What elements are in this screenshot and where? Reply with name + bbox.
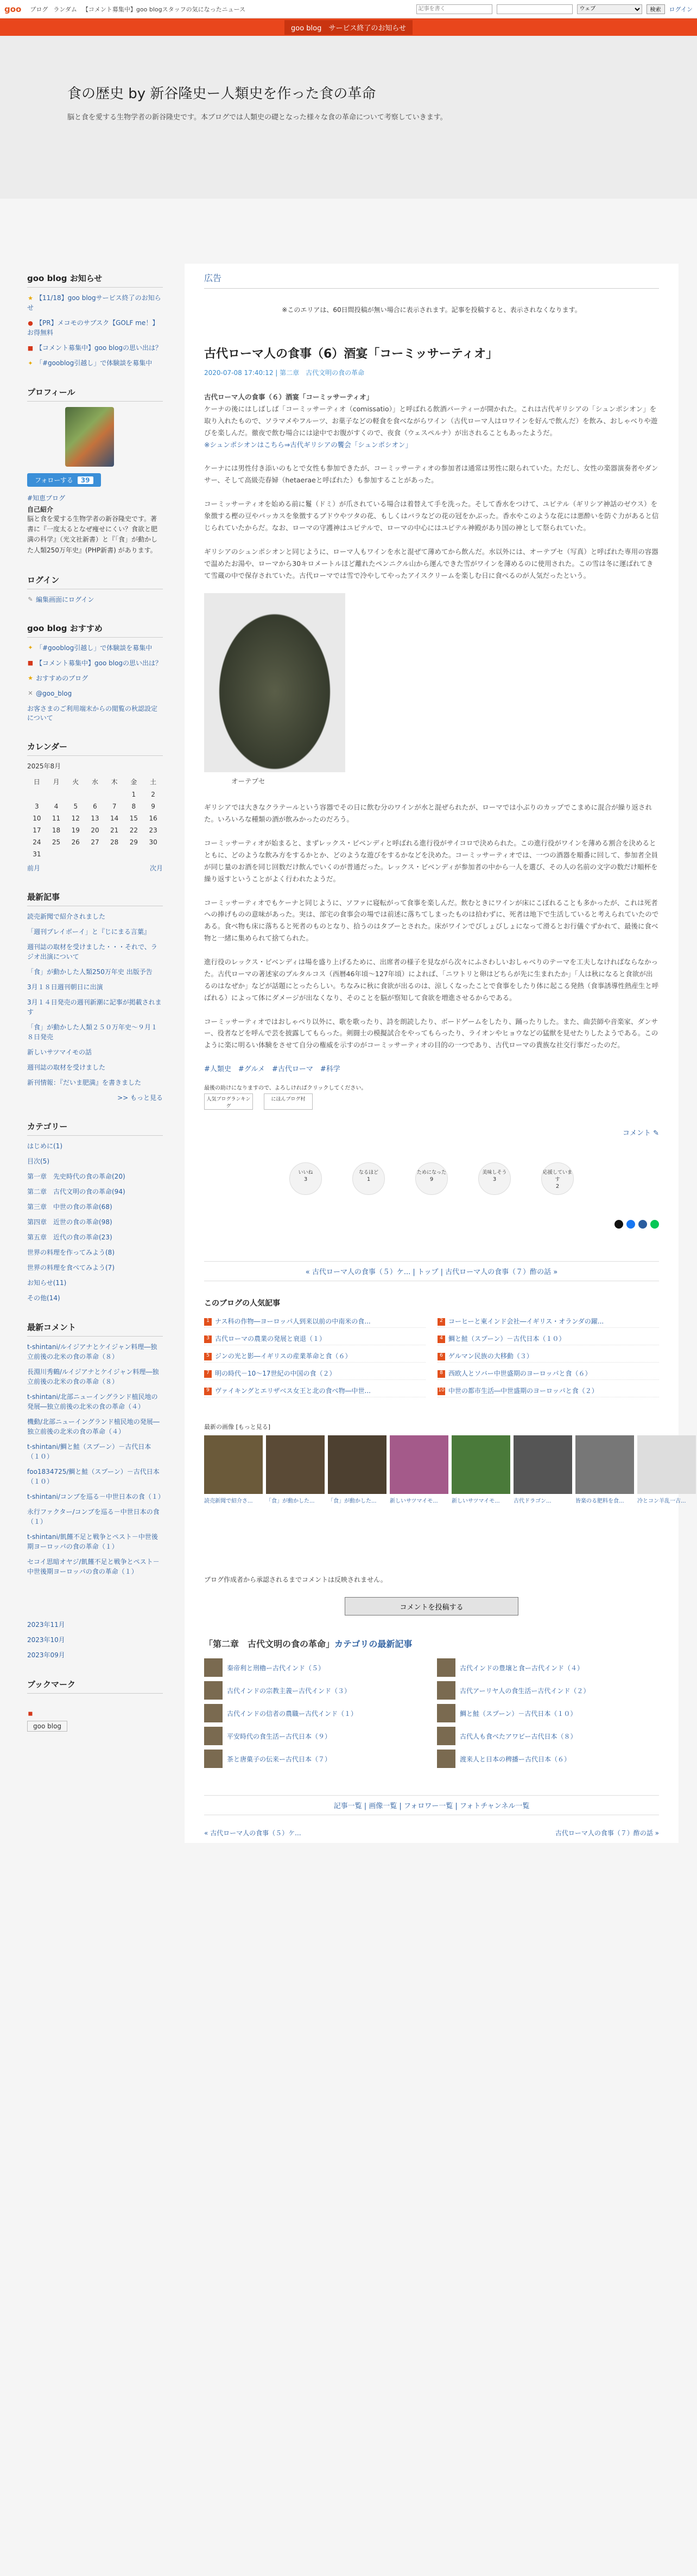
recent-box [27,891,163,1102]
archive-item[interactable]: 2023年10月 [27,1636,65,1644]
write-article-input[interactable] [416,4,492,14]
entry-pager[interactable]: « 古代ローマ人の食事（５）ケ... | トップ | 古代ローマ人の食事（７）酢の話 » [204,1261,659,1281]
service-end-banner [0,18,697,36]
recent-item[interactable]: 「食」が動かした人類250万年史 出版予告 [27,968,153,976]
profile-title: プロフィール [27,386,163,402]
follow-count: 39 [78,476,93,484]
paragraph: 進行役のレックス・ビベンディは場を盛り上げるために、出席者の様子を見ながら次々にふさわしいおしゃべりのテーマを工夫しなければならなかった。古代ローマの著述家のプルタルコス（西暦46年頃～127年頃）によれば、「ニワトリと卵はどちらが先に生まれたか」「人は秋になると食欲が出るのはなぜか」などが話題にとったらしい。ちなみに秋に食欲が出るのは、涼しくなったことで食事をしたり体に起こる発熱（食事誘導性熱産生と呼ばれる）によって体にダメージが出なくなり、そのことを脳が察知して食欲を増進させるからである。 [204,958,659,1002]
recent-item[interactable]: 新しいサツマイモの話 [27,1048,92,1056]
recent-more[interactable]: >> もっと見る [117,1093,163,1102]
category-item[interactable]: お知らせ(11) [27,1279,67,1287]
comment-item[interactable]: セコイ思暗オヤジ/飢饉不足と戦争とペスト－中世後期ヨーロッパの食の革命（１） [27,1557,160,1575]
popular-item[interactable]: 3 古代ローマの農業の発展と衰退（１） [204,1332,426,1345]
category-item[interactable]: 世界の料理を食べてみよう(7) [27,1263,115,1271]
comment-box [27,1321,163,1576]
category-box [27,1121,163,1303]
ad-title: 広告 [204,269,659,289]
popular-item[interactable]: 4 鯛と鮭（スプーン）－古代日本（１０） [438,1332,659,1345]
next-entry-link[interactable]: 古代ローマ人の食事（７）酢の話 » [555,1829,659,1837]
nav-news[interactable]: 【コメント募集中】goo blogスタッフの気になったニュース [82,5,246,13]
popular-item[interactable]: 7 明の時代－10～17世紀の中国の食（２） [204,1367,426,1380]
nav-random[interactable]: ランダム [53,5,77,13]
recent-item[interactable]: 週刊誌の取材を受けました・・・それで、ラジオ出演について [27,943,157,961]
category-item[interactable]: 第四章 近世の食の革命(98) [27,1218,112,1226]
reaction-cheer[interactable]: 応援しています 2 [541,1162,574,1195]
comment-item[interactable]: t-shintani/飢饉不足と戦争とペスト－中世後期ヨーロッパの食の革命（１） [27,1532,158,1550]
category-latest-item[interactable]: 古代インドの豊壌と食ー古代インド（４） [437,1658,659,1677]
comment-icon: ■ [27,659,34,667]
popular-item[interactable]: 1 ナス科の作物―ヨーロッパ人到来以前の中南米の食... [204,1315,426,1328]
notice-box [27,272,163,368]
reaction-naruhodo[interactable]: なるほど 1 [352,1162,385,1195]
calendar-prev[interactable]: 前月 [27,864,41,872]
thumb-item[interactable]: 古代ドラゴン... [514,1435,572,1504]
category-latest-item[interactable]: 秦帝利と刑櫓ー古代インド（５） [204,1658,426,1677]
facebook-share-icon[interactable] [626,1220,635,1229]
comment-item[interactable]: t-shintani/北部ニューイングランド植民地の発展―独立前後の北米の食の革命（４） [27,1392,158,1410]
goo-logo[interactable]: goo [4,4,22,14]
recommend-item[interactable]: ★ おすすめのブログ [28,674,88,682]
bookmark-box [27,1678,163,1732]
category-item[interactable]: 目次(5) [27,1157,49,1165]
paragraph: ギリシアのシュンポシオンと同じように、ローマ人もワインを水と混ぜて薄めてから飲んだ。水以外には、オーテプセ（写真）と呼ばれた専用の容器で温めたお湯や、ローマから30キロメートルほど離れたペンニクル山から運んできた雪がワインを薄めるのに使用された。この雪は冬に運ばれてきて雪蔵の中で保存されていた。古代ローマでは雪で冷やしてやったアイスクリームを楽しむ日に食べるのが人気だったという。 [204,547,658,580]
category-item[interactable]: 世界の料理を作ってみよう(8) [27,1248,115,1256]
calendar-title: カレンダー [27,741,163,756]
comment-item[interactable]: 機動/北部ニューイングランド植民地の発展―独立前後の北米の食の革命（４） [27,1417,160,1435]
thumb-item[interactable]: 新しいサツマイモ... [452,1435,510,1504]
category-latest-item[interactable]: 渡来人と日本の稗播ー古代日本（６） [437,1750,659,1768]
reaction-useful[interactable]: ためになった 9 [415,1162,448,1195]
archive-item[interactable]: 2023年11月 [27,1620,65,1629]
comment-link[interactable]: コメント ✎ [622,1129,659,1138]
blogmura-banner[interactable]: にほんブログ村 [264,1093,313,1110]
comment-item[interactable]: 永行ファクター/コンブを巡る－中世日本の食（１） [27,1508,160,1525]
recommend-item[interactable]: ✦ 「#gooblog引越し」で体験談を募集中 [28,644,153,652]
avatar[interactable] [65,407,114,467]
blog-header [0,36,697,199]
search-input[interactable] [497,4,573,14]
entry-subtitle: 古代ローマ人の食事（６）酒宴「コーミッサーティオ」 [204,393,373,401]
paragraph: コーミッサーティオでもケーナと同じように、ソファに寝転がって食事を楽しんだ。飲むときにワインが床にこぼれることも多かったが、これは死者への捧げものの意味があった。実は、部宅の食事会の場では前述に落ちてしまったものは拾わずに、死者は地下で生活していると考えられていたのである。食べ物も床に落ちると死者のものとなり、拾うのはタブーとされた。床がワインでびしょびしょになって滑るとお行儀ぐずかれて、最後に食べ物と一緒に集められて捨てられた。 [204,898,659,943]
star-icon: ★ [28,675,33,682]
reaction-bar [204,1162,659,1195]
latest-images [204,1435,686,1505]
reaction-tasty[interactable]: 美味しそう 3 [478,1162,511,1195]
login-title: ログイン [27,574,163,589]
prev-entry-link[interactable]: « 古代ローマ人の食事（５）ケ... [204,1829,301,1837]
blog-title[interactable]: 食の歴史 by 新谷隆史ー人類史を作った食の革命 [67,86,376,102]
category-latest-list [204,1658,659,1768]
thumb-item[interactable]: 新しいサツマイモ... [390,1435,448,1504]
popular-list [204,1315,659,1397]
calendar-next[interactable]: 次月 [149,864,163,872]
popular-item[interactable]: 2 コーヒーと東インド会社―イギリス・オランダの躍... [438,1315,659,1328]
paragraph: ギリシアでは大きなクラテールという容器でその日に飲む分のワインが水と混ぜられたが、ローマでは小ぶりのカップでこまめに混合が繰り返された。いろいろな種類の酒が飲みかったのだろう。 [204,803,652,824]
paragraph: コーミッサーティオではおしゃべり以外に、歌を歌ったり、詩を朗読したり、ボードゲームをしたり、踊ったりした。また、曲芸師や音楽家、ダンサー、役者などを呼んで芸を披露してもらった。剣闘士の模擬試合をやってもらったり、ライオンやヒョウなどの猛獣を見せたりしたようである。このように楽に明るい体験をさせて自分の権威を示すのがコーミッサーティオの目的の一つであり、古代ローマの貴族な社交行事だったのだ。 [204,1017,658,1050]
post-comment-button[interactable]: コメントを投稿する [345,1597,518,1615]
goo-blog-badge[interactable]: goo blog [27,1721,67,1732]
authepsa-image[interactable] [204,593,345,772]
category-latest-item[interactable]: 古代インドの信者の農職ー古代インド（１） [204,1704,426,1722]
popular-item[interactable]: 6 ゲルマン民族の大移動（３） [438,1350,659,1363]
category-item[interactable]: 第三章 中世の食の革命(68) [27,1203,112,1211]
category-latest-item[interactable]: 鯛と鮭（スプーン）－古代日本（１０） [437,1704,659,1722]
bulb-icon: ✦ [28,359,33,367]
share-bar [204,1220,659,1229]
thumbs-title[interactable]: 最新の画像 [もっと見る] [204,1423,271,1431]
ad-note: ※このエリアは、60日間投稿が無い場合に表示されます。記事を投稿すると、表示されなくなります。 [282,306,581,314]
recommend-title: goo blog おすすめ [27,622,163,638]
popular-item[interactable]: 8 西欧人とソバー中世盛期のヨーロッパと食（６） [438,1367,659,1380]
star-icon: ★ [28,294,33,302]
category-latest-title: 「第二章 古代文明の食の革命」カテゴリの最新記事 [204,1639,413,1650]
paragraph: コーミッサーティオを始める前に鬘（ドミ）が爪されている場合は着替えて手を洗った。そして香水をつけて、ユピテル（ギリシア神話のゼウス）を象徴する樫の豆やバッカスを象徴するブドウやツタの花、もしくはバラなどの花の冠をかぶった。香水やこのような花には悪酔いを防ぐ力があると信じられていたからだ。なお、ローマの守護神はユピテルで、ローマの中心にはユピテル神殿があり国の神として祭られていた。 [204,500,659,532]
archive-item[interactable]: 2023年09月 [27,1651,65,1659]
pr-icon: ● [28,319,33,327]
pencil-icon: ✎ [28,596,33,603]
calendar-caption: 2025年8月 [27,762,61,770]
popular-title: このブログの人気記事 [204,1299,280,1308]
bottom-pager [204,1828,659,1837]
category-item[interactable]: 第一章 先史時代の食の革命(20) [27,1172,125,1180]
comment-title: 最新コメント [27,1321,163,1337]
search-button[interactable]: 検索 [647,4,665,14]
entry-body: 古代ローマ人の食事（６）酒宴「コーミッサーティオ」 ケーナの後にはしばしば「コーミッサーティオ（comissatio）」と呼ばれる飲酒パーティーが開かれた。これは古代ギリシアの「シュンポシオン」を取り入れたもので、ソラマメやフルーツ、お菓子などの軽食を食べながらワイン（古代ローマ人はロワインを好んで飲んだ）を飲み、おしゃべりや遊びを楽しんだ。徹夜で飲む場合には途中でお腹がすくので、夜食（ウェスペルナ）が出されることもあったようだ。 ※シュンポシオンはこちら⇒古代ギリシアの饗会「シュンポシオン」 ケーナには男性付き添いのもとで女性も参加できたが、コーミッサーティオの参加者は通常は男性に限られていた。ただし、女性の楽器演奏者やダンサー、そして高級売春婦（hetaeraeと呼ばれた）も参加することがあった。 コーミッサーティオを始める前に鬘（ドミ）が爪されている場合は着替えて手を洗った。そして香水をつけて、ユピテル（ギリシア神話のゼウス）を象徴する樫の豆やバッカスを象徴するブドウやツタの花、もしくはバラなどの花の冠をかぶった。香水やこのような花には悪酔いを防ぐ力があると信じられていたからだ。なお、ローマの守護神はユピテルで、ローマの中心にはユピテル神殿があり国の神として祭られていた。 ギリシアのシュンポシオンと同じように、ローマ人もワインを水と混ぜて薄めてから飲んだ。水以外には、オーテプセ（写真）と呼ばれた専用の容器で温めたお湯や、ローマから30キロメートルほど離れたペンニクル山から運んできた雪がワインを薄めるのに使用された。この雪は冬に運ばれてきて雪蔵の中で保存されていた。古代ローマでは雪で冷やしてやったアイスクリームを楽しむ日に食べるのが人気だったという。 オーテプセ ギリシアでは大きなクラテールという容器でその日に飲む分のワインが水と混ぜられたが、ローマでは小ぶりのカップでこまめに混合が繰り返された。いろいろな種類の酒が飲みかったのだろう。 コーミッサーティオが始まると、まずレックス・ビベンディと呼ばれる進行役がサイコロで決められた。この進行役がワインを薄める割合を決めるとともに、どのような飲み方をするかとか、どのような遊びをするかなどを決めた。コーミッサーティオでは、一つの酒器を順番に回して、参加者全員が同じ量のお酒を同じ回数だけ飲んでいくのが普通だった。レックス・ビベンディが参加者の中から一人を選び、その人の名前の文字の数だけ順杯を繰り返すということがよく行われたようだ。 コーミッサーティオでもケーナと同じように、ソファに寝転がって食事を楽しんだ。飲むときにワインが床にこぼれることも多かったが、これは死者への捧げものの意味があった。実は、部宅の食事会の場では前述に落ちてしまったものは拾わずに、死者は地下で生活していると考えられていたのである。食べ物も床に落ちると死者のものとなり、拾うのはタブーとされた。床がワインでびしょびしょになって滑るとお行儀ぐずかれて、最後に食べ物と一緒に集められて捨てられた。 進行役のレックス・ビベンディは場を盛り上げるために、出席者の様子を見ながら次々にふさわしいおしゃべりのテーマを工夫しなければならなかった。古代ローマの著述家のプルタルコス（西暦46年頃～127年頃）によれば、「ニワトリと卵はどちらが先に生まれたか」「人は秋になると食欲が出るのはなぜか」などが話題にとったらしい。ちなみに秋に食欲が出るのは、涼しくなったことで食事をしたり体に起こる発熱（食事誘導性熱産生と呼ばれる）によって体にダメージが出なくなり、そのことを脳が察知して食欲を増進させるからである。 コーミッサーティオではおしゃべり以外に、歌を歌ったり、詩を朗読したり、ボードゲームをしたり、踊ったりした。また、曲芸師や音楽家、ダンサー、役者などを呼んで芸を披露してもらった。剣闘士の模擬試合をやってもらったり、ライオンやヒョウなどの猛獣を見せたりしたようである。このように楽に明るい体験をさせて自分の権威を示すのがコーミッサーティオの目的の一つであり、古代ローマの貴族な社交行事だったのだ。 [204,391,659,1051]
recent-item[interactable]: 3月１４日発売の週刊新潮に記事が掲載されます [27,998,162,1016]
search-scope-select[interactable] [577,4,642,14]
banner-note: 最後の助けになりますので、よろしければクリックしてください。 [204,1085,367,1092]
ranking-banner[interactable]: 人気ブログランキング [204,1093,253,1110]
category-latest-item[interactable]: 古代アーリヤ人の食生活ー古代インド（２） [437,1681,659,1700]
comment-item[interactable]: 長淵川秀鶴/ルイジアナとケイジャン料理―独立前後の北米の食の革命（８） [27,1367,159,1385]
line-share-icon[interactable] [650,1220,659,1229]
recent-item[interactable]: 「食」が動かした人類２５０万年史～９月１８日発売 [27,1023,158,1041]
popular-item[interactable]: 5 ジンの光と影―イギリスの産業革命と食（６） [204,1350,426,1363]
recent-item[interactable]: 「週刊プレイボーイ」と『じにまる言葉』 [27,927,150,936]
calendar-box [27,741,163,873]
popular-item[interactable]: 9 ヴァイキングとエリザベス女王と北の食べ物―中世... [204,1384,426,1397]
profile-box [27,386,163,556]
x-share-icon[interactable] [614,1220,623,1229]
recent-item[interactable]: 読売新聞で紹介されました [27,912,106,920]
service-end-link[interactable]: goo blog サービス終了のお知らせ [284,20,413,35]
pencil-icon: ✎ [653,1129,659,1138]
thumb-item[interactable]: 冷とコン羊乱一古... [637,1435,696,1504]
category-latest-item[interactable]: 古代人も食べたアワビー古代日本（８） [437,1727,659,1745]
thumb-item[interactable]: 読売新聞で紹介さ... [204,1435,263,1504]
edit-login-link[interactable]: 編集画面にログイン [36,595,94,603]
nav-blog[interactable]: ブログ [30,5,48,13]
bookmark-title: ブックマーク [27,1678,163,1694]
sidebar [27,264,163,1843]
recent-title: 最新記事 [27,891,163,906]
profile-name: 自己紹介 [27,506,54,513]
recommend-item[interactable]: ■ 【コメント募集中】goo blogの思い出は？ [27,659,162,667]
category-title: カテゴリー [27,1121,163,1136]
comment-item[interactable]: t-shintani/鯛と鮭（スプーン）－古代日本（１０） [27,1442,151,1460]
top-bar [0,0,697,18]
bulb-icon: ✦ [28,644,33,652]
login-link[interactable]: ログイン [669,5,693,13]
notice-item[interactable]: ✦ 「#gooblog引越し」で体験談を募集中 [28,359,153,367]
comment-icon: ■ [27,344,34,352]
comment-item[interactable]: t-shintani/ルイジアナとケイジャン料理―独立前後の北米の食の革命（８） [27,1343,157,1360]
symposium-link[interactable]: ※シュンポシオンはこちら⇒古代ギリシアの饗会「シュンポシオン」 [204,440,412,449]
category-latest-item[interactable]: 平安時代の食生活ー古代日本（９） [204,1727,426,1745]
rss-icon[interactable]: ◼ [28,1710,33,1718]
category-item[interactable]: 第二章 古代文明の食の革命(94) [27,1187,125,1195]
recent-item[interactable]: 週刊誌の取材を受けました [27,1063,106,1071]
category-item[interactable]: その他(14) [27,1294,60,1302]
paragraph: コーミッサーティオが始まると、まずレックス・ビベンディと呼ばれる進行役がサイコロで決められた。この進行役がワインを薄める割合を決めるとともに、どのような飲み方をするかとか、どのような遊びをするかなどを決めた。コーミッサーティオでは、一つの酒器を順番に回して、参加者全員が同じ量のお酒を同じ回数だけ飲んでいくのが普通だった。レックス・ビベンディが参加者の中から一人を選び、その人の名前の文字の数だけ順杯を繰り返すということがよく行われたようだ。 [204,839,658,883]
blog-description: 脳と食を愛する生物学者の新谷隆史です。本ブログでは人類史の礎となった様々な食の革命について考察していきます。 [67,113,447,122]
main-content [185,264,686,1843]
comment-item[interactable]: foo1834725/鯛と鮭（スプーン）－古代日本（１０） [27,1467,160,1485]
recommend-item[interactable]: ✕ @goo_blog [28,689,72,697]
comment-item[interactable]: t-shintani/コンブを巡る－中世日本の食（１） [27,1492,164,1500]
recommend-box [27,622,163,722]
profile-tag[interactable]: #知恵ブログ [27,494,66,502]
profile-text: 脳と食を愛する生物学者の新谷隆史です。著書に『一度太るとなぜ痩せにくい？食欲と肥満の科学』（光文社新書）と『「食」が動かした人類250万年史』(PHP新書) があります。 [27,515,158,554]
calendar-table: 日 月 火 水 木 金 土 1 2 3 4 5 6 7 8 9 10 11 12 13 14 15 16 17 18 19 20 21 22 23 24 25 26 27 28 29 30 31 [33,778,157,858]
recent-item[interactable]: 新刊情報：『だいま肥満』を書きました [27,1078,142,1086]
archive-box [27,1620,163,1660]
popular-item[interactable]: 10 中世の都市生活―中世盛期のヨーロッパと食（２） [438,1384,659,1397]
notice-title: goo blog お知らせ [27,272,163,288]
recent-item[interactable]: 3月１８日週刊朝日に出演 [27,983,103,991]
notice-item[interactable]: ● 【PR】メコモのサブスク【GOLF me！】お得無料 [27,319,159,336]
entry-tags[interactable]: #人類史 #グルメ #古代ローマ #科学 [204,1065,340,1074]
category-item[interactable]: はじめに(1) [27,1142,62,1150]
device-note-link[interactable]: お客さまのご利用端末からの閲覧の秋認設定について [27,704,158,722]
thumb-item[interactable]: 「食」が動かした... [266,1435,325,1504]
hatena-share-icon[interactable] [638,1220,647,1229]
comment-approval-note: ブログ作成者から承認されるまでコメントは反映されません。 [204,1576,387,1584]
notice-item[interactable]: ★ 【11/18】goo blogサービス終了のお知らせ [27,294,161,311]
entry-meta[interactable]: 2020-07-08 17:40:12 | 第二章 古代文明の食の革命 [204,369,365,377]
entry-title[interactable]: 古代ローマ人の食事（6）酒宴「コーミッサーティオ」 [204,347,498,361]
paragraph: ケーナには男性付き添いのもとで女性も参加できたが、コーミッサーティオの参加者は通常は男性に限られていた。ただし、女性の楽器演奏者やダンサー、そして高級売春婦（hetaeraeと呼ばれた）も参加することがあった。 [204,464,658,485]
list-links[interactable]: 記事一覧 | 画像一覧 | フォロワー一覧 | フォトチャンネル一覧 [204,1795,659,1815]
login-box [27,574,163,604]
thumb-item[interactable]: 皆楽のる肥料を食... [575,1435,634,1504]
thumb-item[interactable]: 「食」が動かした... [328,1435,386,1504]
category-item[interactable]: 第五章 近代の食の革命(23) [27,1233,112,1241]
category-latest-item[interactable]: 茶と唐菓子の伝来ー古代日本（７） [204,1750,426,1768]
category-latest-item[interactable]: 古代インドの宗教主義ー古代インド（３） [204,1681,426,1700]
notice-item[interactable]: ■ 【コメント募集中】goo blogの思い出は？ [27,344,162,352]
reaction-like[interactable]: いいね 3 [289,1162,322,1195]
x-icon: ✕ [28,690,33,697]
image-caption: オーテプセ [231,777,265,786]
follow-button[interactable]: フォローする 39 [27,473,101,487]
